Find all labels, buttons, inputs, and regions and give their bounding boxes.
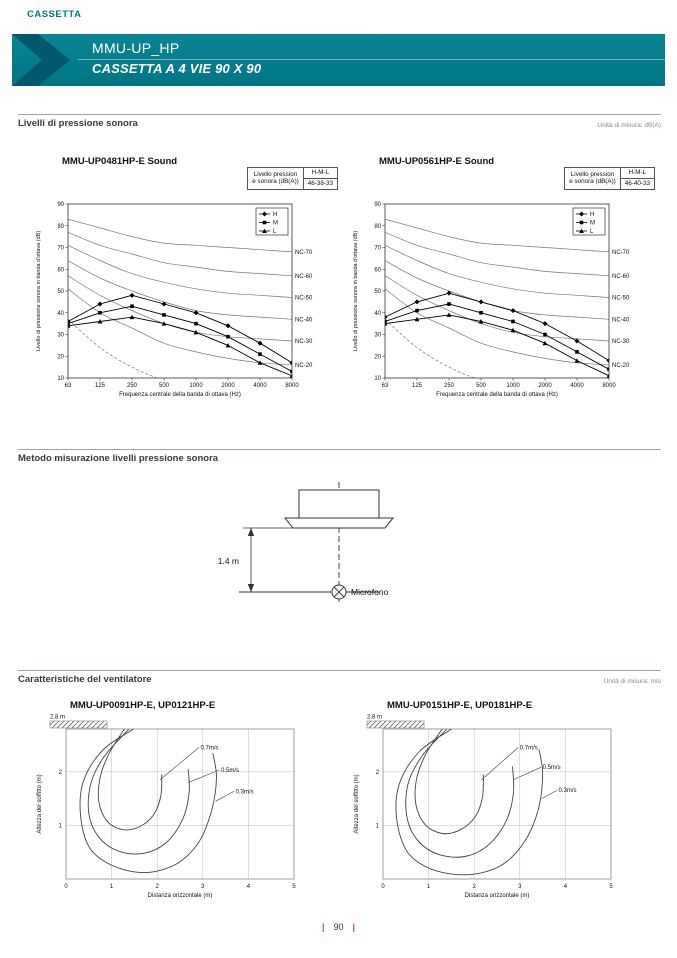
svg-text:90: 90 [57,202,64,208]
svg-text:NC-70: NC-70 [612,249,630,256]
svg-text:NC-40: NC-40 [612,317,630,324]
sound-chart-title-1: MMU-UP0481HP-E Sound [62,156,178,167]
page-eyebrow: CASSETTA [27,9,82,20]
svg-text:8000: 8000 [285,383,299,389]
svg-text:Altezza del soffitto (m): Altezza del soffitto (m) [354,774,360,834]
svg-text:NC-60: NC-60 [295,273,313,280]
table-label-cell [248,168,304,190]
svg-text:5: 5 [609,884,613,890]
svg-text:90: 90 [374,202,381,208]
fan-charts-row [32,700,657,910]
chevron-icon [12,34,82,86]
svg-text:2: 2 [375,769,379,776]
section-header-method [18,449,661,464]
section-title-sound: Livelli di pressione sonora [18,118,138,129]
svg-text:L: L [590,229,594,236]
svg-text:10: 10 [57,376,64,382]
svg-text:4: 4 [563,884,568,890]
svg-text:20: 20 [374,354,381,361]
svg-text:H: H [590,212,595,219]
svg-text:0.7m/s: 0.7m/s [519,745,538,752]
svg-text:250: 250 [443,383,455,389]
svg-text:H: H [273,212,278,219]
svg-text:2000: 2000 [221,383,235,389]
svg-text:0.5m/s: 0.5m/s [221,767,240,774]
arrow-up-icon [247,528,253,536]
svg-text:500: 500 [475,383,487,389]
svg-text:NC-20: NC-20 [612,362,630,369]
svg-text:30: 30 [374,332,381,339]
svg-text:NC-30: NC-30 [612,339,630,346]
sound-pressure-table-2 [564,167,655,190]
svg-text:70: 70 [374,245,381,252]
fan-chart-title-1: MMU-UP0091HP-E, UP0121HP-E [70,700,216,711]
svg-text:4: 4 [246,884,251,890]
svg-text:125: 125 [94,383,106,389]
fan-characteristic-chart-1 [32,713,334,905]
banner-text [92,38,261,80]
table-label-cell [565,168,621,190]
page-footer [0,922,677,932]
page-number: 90 [333,922,344,932]
svg-text:Distanza orizzontale (m): Distanza orizzontale (m) [147,893,213,899]
sound-chart-title-2: MMU-UP0561HP-E Sound [379,156,495,167]
table-header-cell: H-M-L [303,168,337,179]
svg-text:20: 20 [57,354,64,361]
table-label-line1: Livello pression [570,170,615,178]
banner-model: MMU-UP_HP [92,40,180,56]
svg-text:0.3m/s: 0.3m/s [558,788,577,795]
table-value-cell: 46-40-33 [620,178,654,189]
svg-text:Frequenza centrale della banda: Frequenza centrale della banda di ottava (Hz) [436,392,558,398]
svg-text:3: 3 [201,884,205,890]
svg-text:63: 63 [381,383,389,389]
svg-text:NC-70: NC-70 [295,249,313,256]
sound-level-chart-2 [349,196,651,408]
microphone-label: Microfono [350,587,388,597]
svg-text:0.3m/s: 0.3m/s [235,789,254,796]
svg-text:2.8 m: 2.8 m [50,714,66,721]
svg-text:4000: 4000 [570,383,584,389]
model-banner [12,34,665,86]
svg-text:1: 1 [58,823,62,830]
svg-text:2000: 2000 [538,383,552,389]
svg-text:0.7m/s: 0.7m/s [200,745,219,752]
footer-bar-right: | [352,922,356,932]
svg-text:250: 250 [126,383,138,389]
section-title-fan: Caratteristiche del ventilatore [18,674,152,685]
svg-text:80: 80 [57,223,64,230]
svg-text:2: 2 [155,884,159,890]
fan-chart-block-1 [32,700,340,910]
svg-text:80: 80 [374,223,381,230]
banner-subtitle: CASSETTA A 4 VIE 90 X 90 [92,61,262,76]
svg-text:40: 40 [374,310,381,317]
svg-text:L: L [273,229,277,236]
svg-text:Distanza orizzontale (m): Distanza orizzontale (m) [464,893,530,899]
svg-text:1: 1 [375,823,379,830]
table-value-cell: 46-38-33 [303,178,337,189]
measurement-diagram [139,480,539,620]
svg-text:NC-40: NC-40 [295,317,313,324]
sound-pressure-table-1 [247,167,338,190]
svg-text:30: 30 [57,332,64,339]
unit-note-sound: Unità di misura: dB(A) [597,122,661,129]
svg-text:2: 2 [472,884,476,890]
cassette-unit-panel [285,518,393,528]
svg-text:NC-50: NC-50 [295,295,313,302]
svg-text:Frequenza centrale della banda: Frequenza centrale della banda di ottava (Hz) [119,392,241,398]
svg-text:2.8 m: 2.8 m [367,714,383,721]
cassette-unit-body [299,490,379,518]
svg-text:Livello di pressione sonora in: Livello di pressione sonora in banda d'ottava (dB) [353,230,359,352]
svg-text:1: 1 [426,884,431,890]
height-dimension-label: 1.4 m [217,556,239,566]
footer-bar-left: | [321,922,325,932]
svg-text:M: M [590,220,595,227]
sound-charts-row [32,150,657,408]
svg-text:500: 500 [158,383,170,389]
measurement-diagram-wrap [0,480,677,625]
svg-text:0: 0 [381,884,385,890]
section-header-fan [18,670,661,685]
fan-chart-block-2 [349,700,657,910]
sound-chart-block-2 [349,150,657,408]
section-title-method: Metodo misurazione livelli pressione sonora [18,453,219,464]
svg-text:Livello di pressione sonora in: Livello di pressione sonora in banda d'ottava (dB) [36,230,42,352]
svg-text:2: 2 [58,769,62,776]
svg-text:1000: 1000 [506,383,520,389]
svg-text:0: 0 [64,884,68,890]
svg-text:50: 50 [374,289,381,295]
svg-text:8000: 8000 [602,383,616,389]
svg-text:125: 125 [411,383,423,389]
svg-text:63: 63 [64,383,72,389]
svg-text:10: 10 [374,376,381,382]
svg-text:60: 60 [57,267,64,274]
svg-text:Altezza del soffitto (m): Altezza del soffitto (m) [37,774,43,834]
table-label-line1: Livello pression [253,170,298,178]
sound-level-chart-1 [32,196,334,408]
svg-text:NC-50: NC-50 [612,295,630,302]
svg-text:5: 5 [292,884,296,890]
table-header-cell: H-M-L [620,168,654,179]
svg-text:60: 60 [374,267,381,274]
fan-characteristic-chart-2 [349,713,651,905]
table-label-line2: e sonora (dB(A)) [252,178,299,186]
svg-text:1000: 1000 [189,383,203,389]
fan-chart-title-2: MMU-UP0151HP-E, UP0181HP-E [387,700,533,711]
section-header-sound [18,114,661,129]
svg-text:50: 50 [57,289,64,295]
svg-text:3: 3 [518,884,522,890]
svg-text:1: 1 [109,884,114,890]
arrow-down-icon [247,584,253,592]
svg-text:NC-60: NC-60 [612,273,630,280]
sound-chart-block-1 [32,150,340,408]
svg-text:0.5m/s: 0.5m/s [542,765,561,772]
svg-text:4000: 4000 [253,383,267,389]
svg-text:40: 40 [57,310,64,317]
svg-text:NC-30: NC-30 [295,339,313,346]
unit-note-fan: Unità di misura: m/s [603,678,661,685]
table-label-line2: e sonora (dB(A)) [569,178,616,186]
svg-text:NC-20: NC-20 [295,362,313,369]
svg-text:70: 70 [57,245,64,252]
svg-text:M: M [273,220,278,227]
